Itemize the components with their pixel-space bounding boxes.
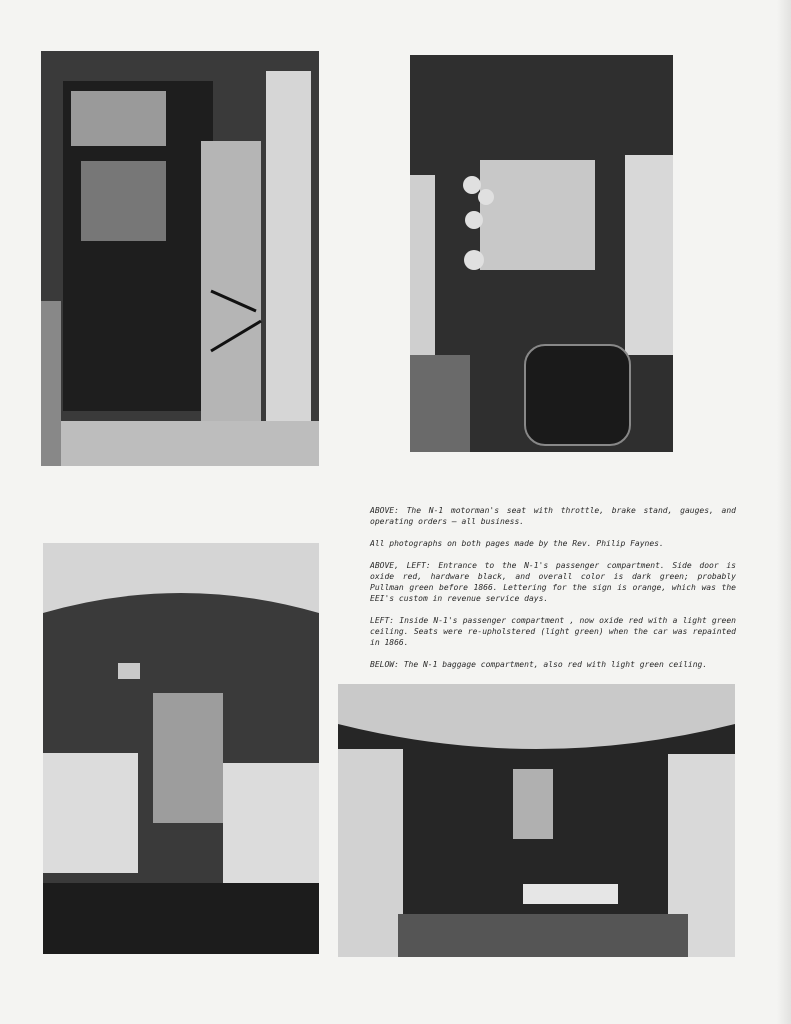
motorman-seat-photo xyxy=(410,55,673,452)
entrance-illustration xyxy=(41,51,319,466)
page-edge-shadow xyxy=(777,0,791,1024)
caption-above-left: ABOVE, LEFT: Entrance to the N-1's passenger compartment. Side door is oxide red, hardware black, and overall color is dark green; probably Pullman green before 1866. Lettering for the sign is orange, which was the EEI's custom in revenue service days. xyxy=(370,561,736,603)
passenger-entrance-photo xyxy=(41,51,319,466)
caption-below: BELOW: The N-1 baggage compartment, also red with light green ceiling. xyxy=(370,660,708,669)
caption-left: LEFT: Inside N-1's passenger compartment , now oxide red with a light green ceiling. Seats were re-upholstered (light green) when the car was repainted in 1866. xyxy=(370,616,736,647)
cab-illustration xyxy=(410,55,673,452)
caption-above: ABOVE: The N-1 motorman's seat with throttle, brake stand, gauges, and operating orders — all business. xyxy=(370,506,736,526)
baggage-illustration xyxy=(338,684,735,957)
caption-credit: All photographs on both pages made by the Rev. Philip Faynes. xyxy=(370,539,664,548)
passenger-illustration xyxy=(43,543,319,954)
baggage-compartment-photo xyxy=(338,684,735,957)
passenger-compartment-photo xyxy=(43,543,319,954)
captions-block xyxy=(370,505,736,681)
